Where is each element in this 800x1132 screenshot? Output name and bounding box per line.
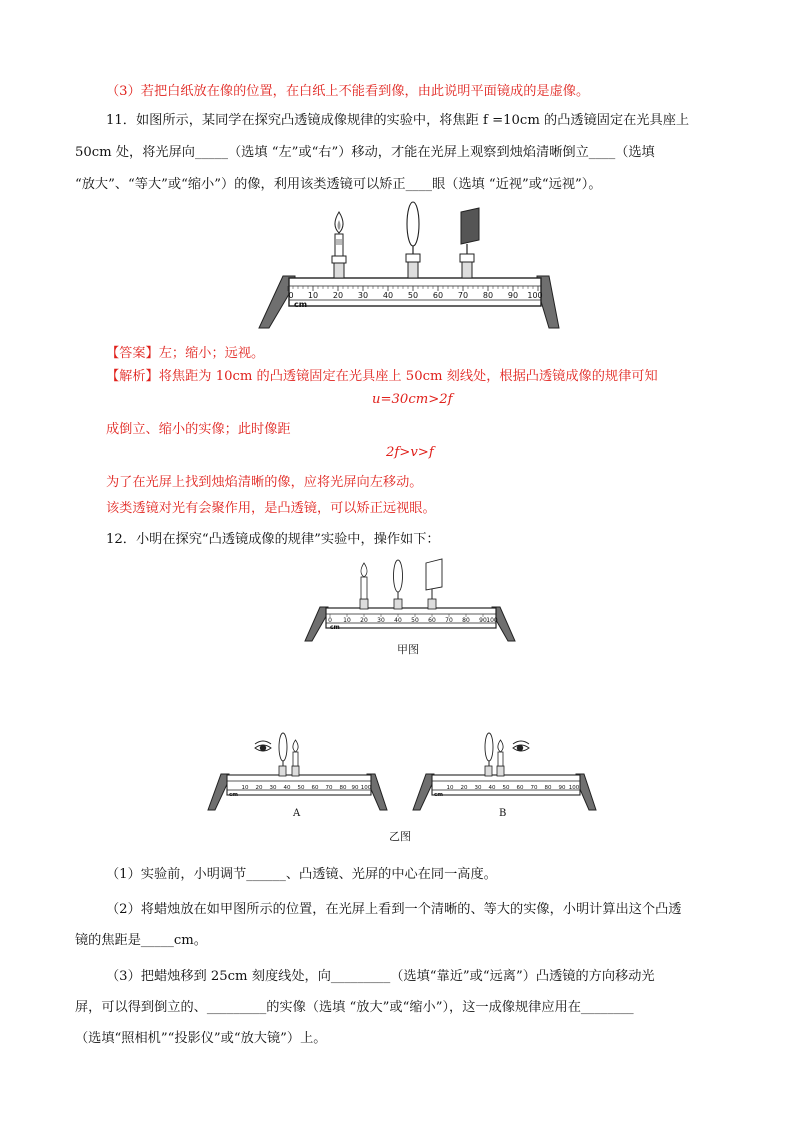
- q11-analysis-line4: 该类透镜对光有会聚作用，是凸透镜，可以矫正远视眼。: [106, 501, 436, 516]
- q11-optical-bench-figure: [255, 196, 565, 332]
- candle: [497, 740, 504, 776]
- cm-unit-label: cm: [294, 300, 308, 309]
- q12-part3-line3: （选填“照相机”“投影仪”或“放大镜”）上。: [75, 1031, 327, 1046]
- tick-label: 50: [297, 785, 305, 791]
- tick-label: 80: [462, 617, 470, 624]
- tick-label: 100: [568, 785, 580, 791]
- q11-formula-1: u=30cm>2f: [372, 392, 453, 407]
- tick-label: 50: [411, 617, 419, 624]
- q12-part2-line2: 镜的焦距是_____cm。: [75, 933, 207, 948]
- figure-jia-optical-bench: [300, 555, 520, 651]
- convex-lens: [394, 560, 403, 609]
- q11-analysis-line2: 成倒立、缩小的实像；此时像距: [106, 422, 291, 437]
- tick-label: 60: [516, 785, 524, 791]
- tick-label: 90: [558, 785, 566, 791]
- q11-line3: “放大”、“等大”或“缩小”）的像，利用该类透镜可以矫正____眼（选填 “近视”或“远视”）。: [75, 177, 602, 192]
- tick-label: 70: [530, 785, 538, 791]
- figure-yi-b-optical-bench: [410, 730, 600, 816]
- q12-part1: （1）实验前，小明调节______、凸透镜、光屏的中心在同一高度。: [106, 867, 497, 882]
- light-screen: [426, 559, 442, 609]
- tick-label: 60: [428, 617, 436, 624]
- tick-label: 10: [446, 785, 454, 791]
- tick-label: 40: [283, 785, 291, 791]
- tick-label: 10: [343, 617, 351, 624]
- caption-yi: 乙图: [389, 830, 411, 843]
- tick-label: 20: [332, 291, 344, 300]
- convex-lens: [279, 733, 287, 776]
- tick-label: 60: [432, 291, 444, 300]
- tick-label: 30: [269, 785, 277, 791]
- tick-label: 40: [394, 617, 402, 624]
- tick-label: 90: [479, 617, 487, 624]
- cm-unit-label: cm: [330, 624, 340, 631]
- tick-label: 70: [445, 617, 453, 624]
- tick-label: 80: [482, 291, 494, 300]
- q12-part3-line1: （3）把蜡烛移到 25cm 刻度线处，向_________（选填“靠近”或“远离”）凸透镜的方向移动光: [106, 969, 655, 984]
- q11-analysis-line3: 为了在光屏上找到烛焰清晰的像，应将光屏向左移动。: [106, 475, 423, 490]
- tick-label: 40: [382, 291, 394, 300]
- candle: [332, 212, 346, 278]
- caption-jia: 甲图: [397, 643, 419, 656]
- q12-intro: 12．小明在探究“凸透镜成像的规律”实验中，操作如下：: [106, 532, 440, 547]
- q11-line2: 50cm 处，将光屏向_____（选填 “左”或“右”）移动，才能在光屏上观察到烛焰清晰倒立____（选填: [75, 145, 655, 160]
- label-a: A: [293, 808, 301, 819]
- eye-icon: [255, 741, 271, 751]
- tick-label: 100: [527, 291, 543, 300]
- analysis-text: 将焦距为 10cm 的凸透镜固定在光具座上 50cm 刻线处，根据凸透镜成像的规律可知: [158, 369, 658, 384]
- q11-line1: 11．如图所示，某同学在探究凸透镜成像规律的实验中，将焦距 f =10cm 的凸透镜固定在光具座上: [106, 113, 690, 128]
- tick-label: 30: [377, 617, 385, 624]
- convex-lens: [406, 202, 420, 278]
- answer-text: 左；缩小；远视。: [158, 346, 265, 361]
- q11-analysis-line1: [106, 365, 658, 384]
- tick-label: 40: [488, 785, 496, 791]
- tick-label: 30: [357, 291, 369, 300]
- answer-label: 【答案】: [106, 346, 159, 361]
- tick-label: 60: [311, 785, 319, 791]
- q12-part3-line2: 屏，可以得到倒立的、_________的实像（选填 “放大”或“缩小”），这一成像规律应用在________: [75, 1000, 634, 1015]
- tick-label: 100: [360, 785, 372, 791]
- tick-label: 90: [507, 291, 519, 300]
- analysis-label: 【解析】: [106, 369, 159, 384]
- label-b: B: [499, 808, 507, 819]
- tick-label: 20: [360, 617, 368, 624]
- tick-label: 100: [486, 617, 498, 624]
- tick-label: 70: [325, 785, 333, 791]
- tick-label: 80: [339, 785, 347, 791]
- tick-label: 10: [307, 291, 319, 300]
- cm-unit-label: cm: [229, 792, 238, 798]
- q11-formula-2: 2f>v>f: [386, 445, 434, 460]
- candle: [292, 740, 299, 776]
- candle: [360, 563, 368, 609]
- eye-icon: [513, 741, 529, 751]
- tick-label: 50: [502, 785, 510, 791]
- cm-unit-label: cm: [434, 792, 443, 798]
- tick-label: 30: [474, 785, 482, 791]
- tick-label: 10: [241, 785, 249, 791]
- tick-label: 20: [255, 785, 263, 791]
- q12-part2-line1: （2）将蜡烛放在如甲图所示的位置，在光屏上看到一个清晰的、等大的实像，小明计算出这个凸透: [106, 902, 682, 917]
- tick-label: 0: [328, 617, 332, 624]
- tick-label: 90: [351, 785, 359, 791]
- tick-label: 70: [457, 291, 469, 300]
- light-screen: [460, 208, 479, 278]
- figure-yi-a-optical-bench: [205, 730, 390, 816]
- tick-label: 50: [407, 291, 419, 300]
- q10-part3: （3）若把白纸放在像的位置，在白纸上不能看到像，由此说明平面镜成的是虚像。: [106, 84, 590, 99]
- tick-label: 80: [544, 785, 552, 791]
- q11-answer: [106, 342, 264, 361]
- tick-label: 0: [288, 291, 294, 300]
- convex-lens: [485, 733, 493, 776]
- tick-label: 20: [460, 785, 468, 791]
